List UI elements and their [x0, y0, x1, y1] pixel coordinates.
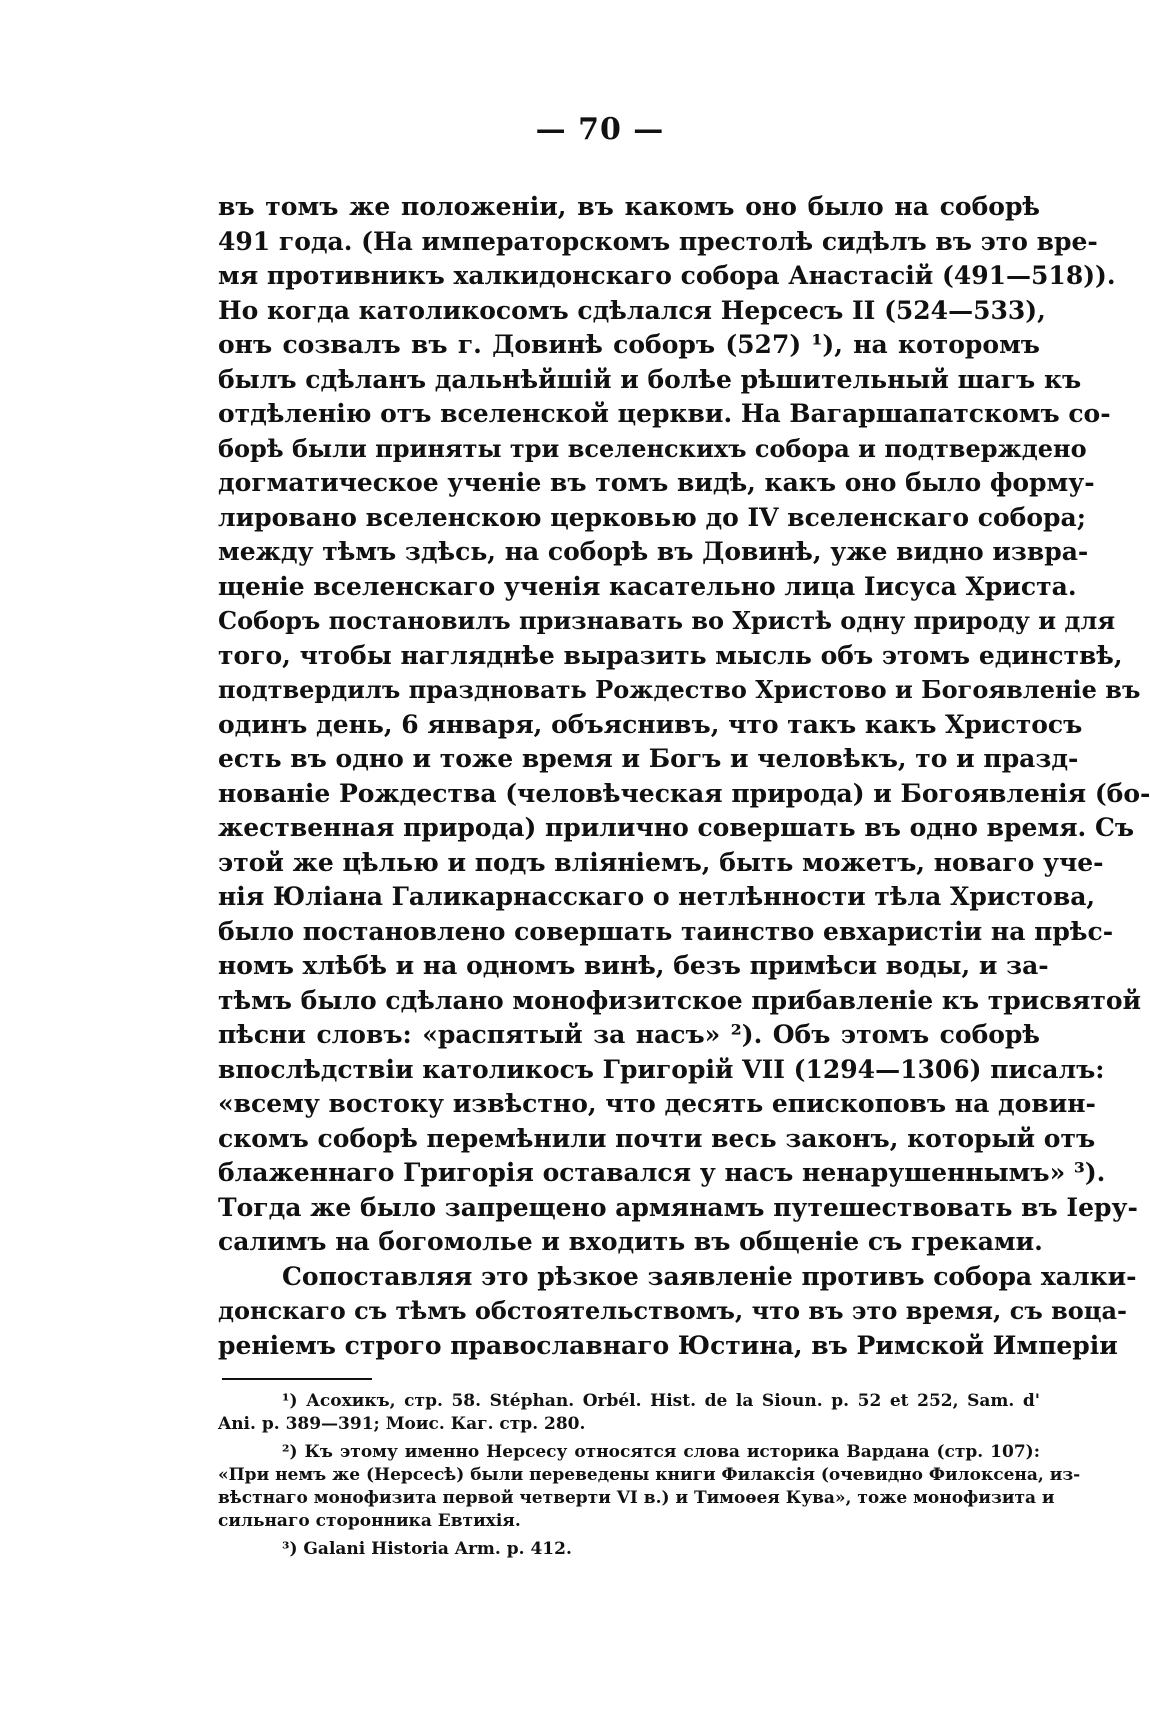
footnotes [218, 1390, 1081, 1561]
text-line: борѣ были приняты три вселенскихъ собора и подтверждено [218, 433, 1087, 463]
text-line: между тѣмъ здѣсь, на соборѣ въ Довинѣ, уже видно извра- [218, 537, 1089, 566]
text-line: былъ сдѣланъ дальнѣйшій и болѣе рѣшительный шагъ къ [218, 364, 1082, 394]
text-line: отдѣленію отъ вселенской церкви. На Вагаршапатскомъ со- [218, 399, 1111, 428]
text-line: было постановлено совершать таинство евхаристіи на прѣс- [218, 916, 1114, 946]
text-line: скомъ соборѣ перемѣнили почти весь законъ, который отъ [218, 1123, 1096, 1153]
footnote-line: ¹) Асохикъ, стр. 58. Stéphan. Orbél. Hist. de la Sioun. p. 52 et 252, Sam. d' [282, 1391, 1040, 1411]
text-line: нованіе Рождества (человѣческая природа) и Богоявленія (бо- [218, 778, 1150, 808]
text-line: щеніе вселенскаго ученія касательно лица Іисуса Христа. [218, 571, 1077, 601]
text-line: 491 года. (На императорскомъ престолѣ сидѣлъ въ это вре- [218, 226, 1098, 256]
text-line: Тогда же было запрещено армянамъ путешествовать въ Іеру- [218, 1192, 1138, 1222]
text-line: номъ хлѣбѣ и на одномъ винѣ, безъ примѣси воды, и за- [218, 951, 1049, 980]
main-text [218, 190, 1150, 1363]
footnote-line: вѣстнаго монофизита первой четверти VI в.) и Тимоѳея Кува», тоже монофизита и [218, 1488, 1055, 1508]
text-line: подтвердилъ праздновать Рождество Христово и Богоявленіе въ [218, 675, 1141, 704]
text-line: Сопоставляя это рѣзкое заявленіе противъ собора халки- [282, 1261, 1137, 1291]
text-line: этой же цѣлью и подъ вліяніемъ, быть можетъ, новаго уче- [218, 847, 1104, 877]
text-line: впослѣдствіи католикосъ Григорій VII (1294—1306) писалъ: [218, 1054, 1105, 1084]
text-line: пѣсни словъ: «распятый за насъ» ²). Объ этомъ соборѣ [218, 1020, 1040, 1049]
text-line: въ томъ же положеніи, въ какомъ оно было на соборѣ [218, 192, 1040, 221]
text-line: донскаго съ тѣмъ обстоятельствомъ, что въ это время, съ воца- [218, 1296, 1128, 1325]
text-line: жественная природа) прилично совершать въ одно время. Съ [218, 813, 1135, 842]
text-line: Но когда католикосомъ сдѣлался Нерсесъ II (524—533), [218, 295, 1046, 325]
footnote-divider [222, 1378, 372, 1380]
text-line: салимъ на богомолье и входить въ общеніе съ греками. [218, 1227, 1043, 1256]
text-line: тѣмъ было сдѣлано монофизитское прибавленіе къ трисвятой [218, 985, 1142, 1015]
footnote-line: Ani. p. 389—391; Моис. Каг. стр. 280. [218, 1414, 586, 1434]
text-line: блаженнаго Григорія оставался у насъ ненарушеннымъ» ³). [218, 1158, 1106, 1187]
text-line: есть въ одно и тоже время и Богъ и человѣкъ, то и празд- [218, 744, 1079, 773]
footnote-line: «При немъ же (Нерсесѣ) были переведены книги Филаксія (очевидно Филоксена, из- [218, 1465, 1081, 1485]
text-line: лировано вселенскою церковью до IV вселенскаго собора; [218, 502, 1086, 532]
footnote-line: ³) Galani Historia Arm. p. 412. [282, 1539, 572, 1559]
text-line: Соборъ постановилъ признавать во Христѣ одну природу и для [218, 606, 1116, 635]
page-number: — 70 — [535, 112, 665, 147]
text-line: «всему востоку извѣстно, что десять епископовъ на довин- [218, 1089, 1096, 1118]
footnote-line: ²) Къ этому именно Нерсесу относятся слова историка Вардана (стр. 107): [282, 1442, 1040, 1462]
footnote-line: сильнаго сторонника Евтихія. [218, 1511, 521, 1531]
text-line: реніемъ строго православнаго Юстина, въ Римской Имперіи [218, 1330, 1118, 1360]
text-line: мя противникъ халкидонскаго собора Анастасій (491—518)). [218, 261, 1116, 290]
text-line: того, чтобы нагляднѣе выразить мысль объ этомъ единствѣ, [218, 640, 1123, 670]
text-line: догматическое ученіе въ томъ видѣ, какъ оно было форму- [218, 468, 1095, 497]
text-line: онъ созвалъ въ г. Довинѣ соборъ (527) ¹), на которомъ [218, 330, 1040, 359]
text-line: одинъ день, 6 января, объяснивъ, что такъ какъ Христосъ [218, 709, 1083, 739]
text-line: нія Юліана Галикарнасскаго о нетлѣнности тѣла Христова, [218, 882, 1096, 911]
